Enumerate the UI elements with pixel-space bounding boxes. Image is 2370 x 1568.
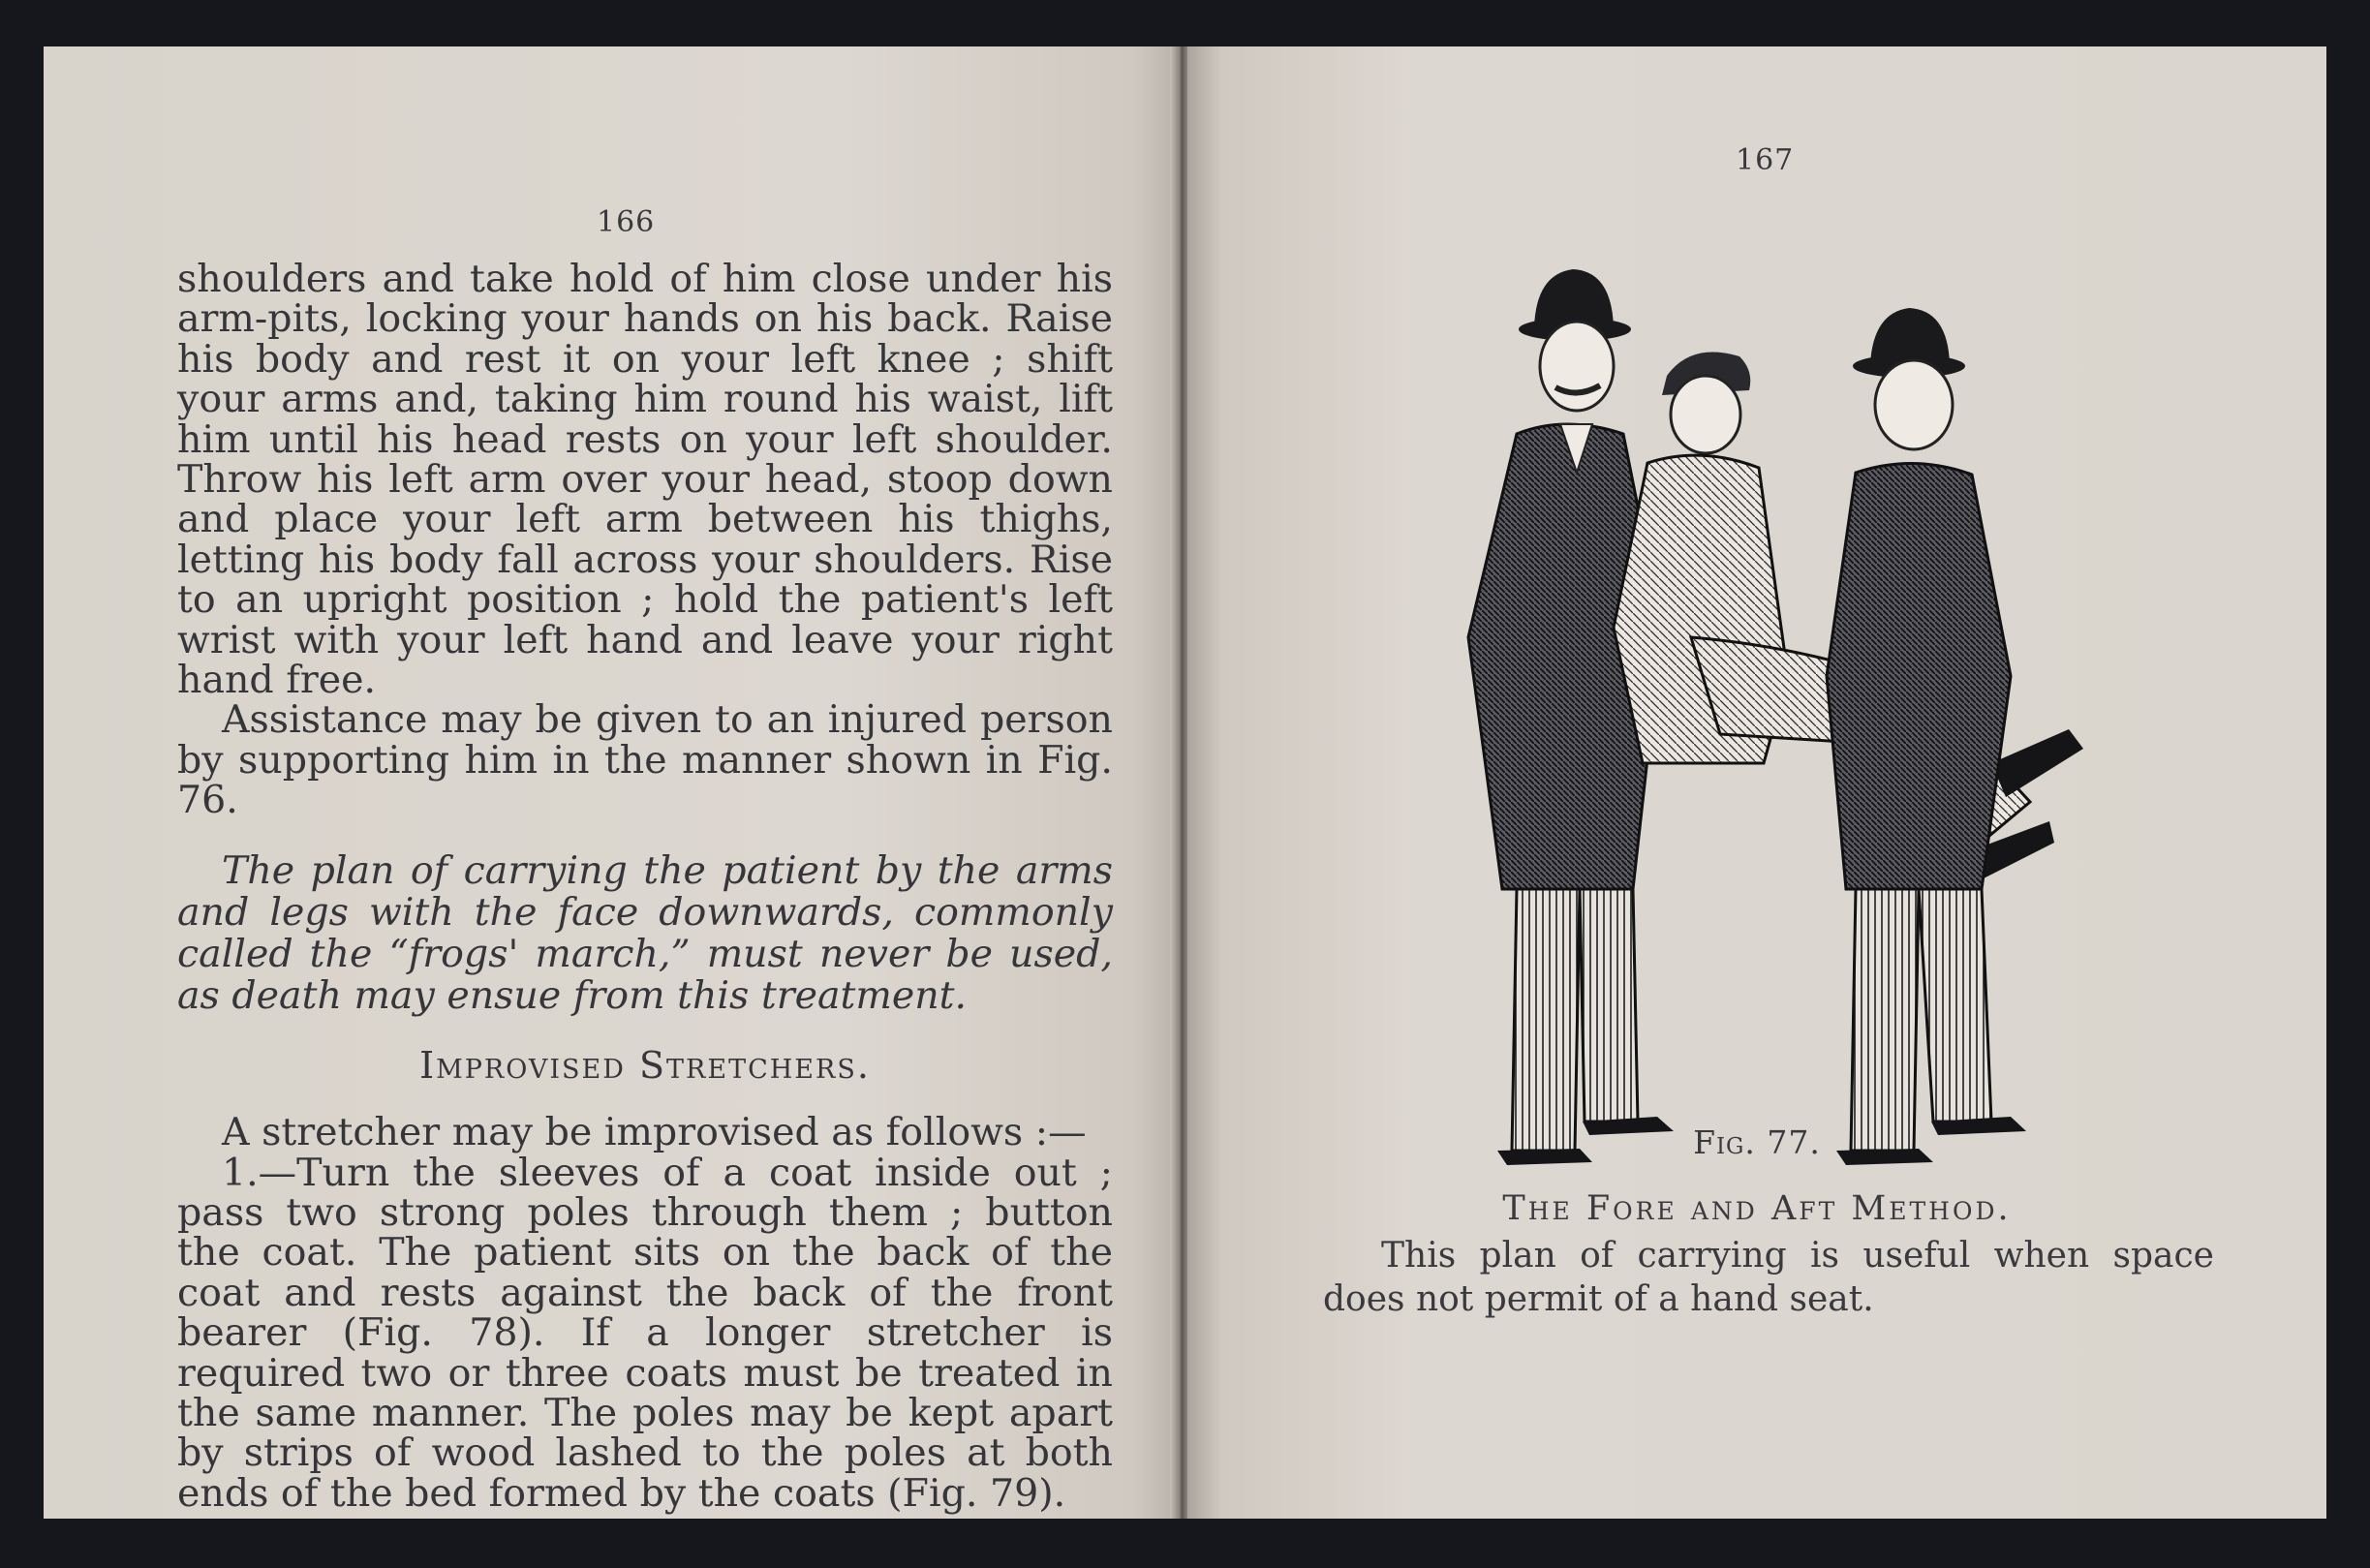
paragraph-assistance: Assistance may be given to an injured person by supporting him in the manner shown in Fig. 76. <box>177 697 1113 823</box>
figure-title: The Fore and Aft Method. <box>1502 1189 2012 1228</box>
right-page <box>1187 46 2326 1519</box>
left-page <box>44 46 1179 1519</box>
figure-description: This plan of carrying is useful when space does not permit of a hand seat. <box>1323 1236 2214 1319</box>
stretcher-intro: A stretcher may be improvised as follows :— <box>222 1110 1087 1155</box>
front-bearer-figure <box>1827 308 2026 1165</box>
page-number-right: 167 <box>1736 143 1795 177</box>
paragraph-carry-instructions: shoulders and take hold of him close under his arm-pits, locking your hands on his back. Raise his body and rest it on your left knee ; shift your arms and, taking him round his waist, lift him until his head rests on your left shoulder. Throw his left arm over your head, stoop down and place your left arm between his thighs, letting his body fall across your shoulders. Rise to an upright position ; hold the patient's left wrist with your left hand and leave your right hand free. <box>177 257 1113 703</box>
fore-and-aft-carry-illustration <box>1371 221 2166 1170</box>
page-number-left: 166 <box>597 205 656 239</box>
figure-label: Fig. 77. <box>1693 1123 1821 1161</box>
stretcher-instruction-1: 1.—Turn the sleeves of a coat inside out ; pass two strong poles through them ; button the coat. The patient sits on the back of the coat and rests against the back of the front bearer (Fig. 78). If a longer stretcher is required two or three coats must be treated in the same manner. The poles may be kept apart by strips of wood lashed to the poles at both ends of the bed formed by the coats (Fig. 79). <box>177 1150 1113 1516</box>
section-heading-improvised-stretchers: Improvised Stretchers. <box>419 1043 871 1087</box>
frogs-march-warning: The plan of carrying the patient by the arms and legs with the face downwards, commonly called the “frogs' march,” must never be used, as death may ensue from this treatment. <box>177 847 1113 1018</box>
left-page-text <box>177 257 1113 1516</box>
